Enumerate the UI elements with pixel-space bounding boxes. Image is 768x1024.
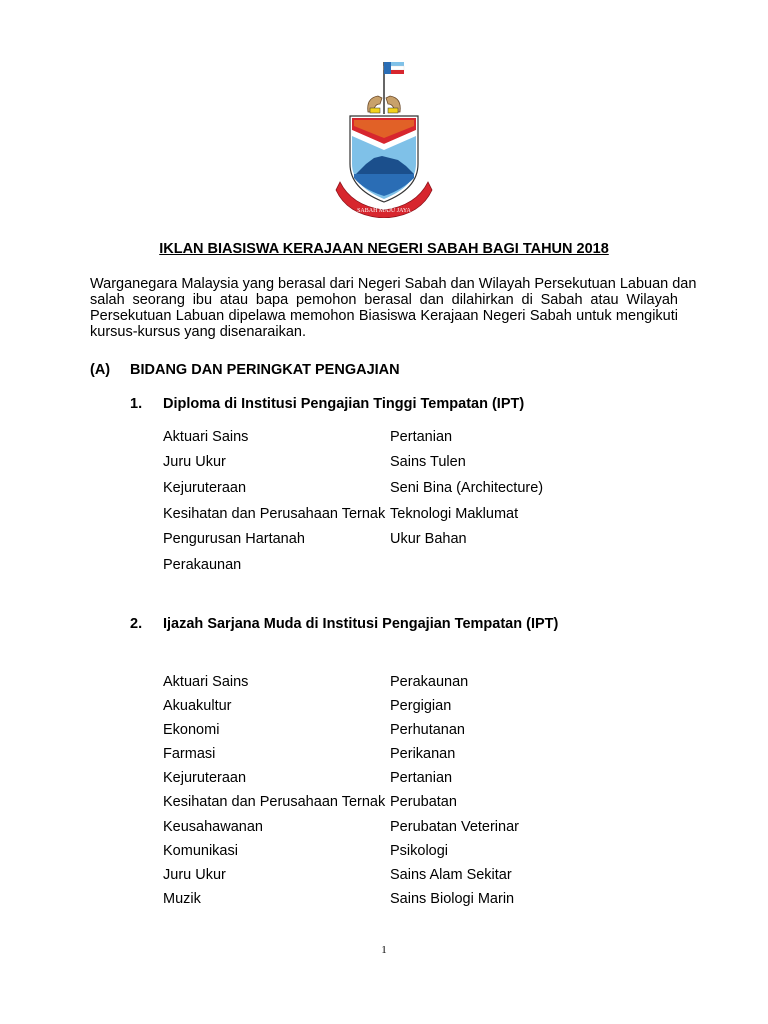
list-item: Sains Biologi Marin <box>390 891 515 907</box>
list-item: Juru Ukur <box>163 454 226 470</box>
subsection-1-title: Diploma di Institusi Pengajian Tinggi Tempatan (IPT) <box>163 396 525 412</box>
sabah-coat-of-arms <box>332 54 436 218</box>
list-item: Pergigian <box>390 698 452 714</box>
intro-paragraph <box>90 276 697 340</box>
flag-icon <box>384 62 404 74</box>
section-a-label: (A) <box>90 362 111 378</box>
list-item: Juru Ukur <box>163 867 226 883</box>
list-item: Psikologi <box>390 843 449 859</box>
list-item: Perikanan <box>390 746 456 762</box>
crest-motto: SABAH MAJU JAYA <box>357 208 411 214</box>
intro-line: salah seorang ibu atau bapa pemohon berasal dan dilahirkan di Sabah atau Wilayah <box>90 292 678 308</box>
list-item: Kesihatan dan Perusahaan Ternak <box>163 794 386 810</box>
page-number: 1 <box>381 944 387 956</box>
list-item: Pertanian <box>390 429 453 445</box>
coat-of-arms-emblem <box>332 54 436 218</box>
list-item: Teknologi Maklumat <box>390 506 519 522</box>
list-item: Komunikasi <box>163 843 238 859</box>
list-item: Keusahawanan <box>163 819 263 835</box>
list-item: Kejuruteraan <box>163 480 247 496</box>
list-item: Perubatan <box>390 794 457 810</box>
list-item: Ukur Bahan <box>390 531 467 547</box>
list-item: Farmasi <box>163 746 216 762</box>
list-item: Pengurusan Hartanah <box>163 531 305 547</box>
list-item: Perakaunan <box>163 557 242 573</box>
list-item: Akuakultur <box>163 698 232 714</box>
subsection-2-title: Ijazah Sarjana Muda di Institusi Pengajian Tempatan (IPT) <box>163 616 559 632</box>
list-item: Perhutanan <box>390 722 465 738</box>
list-item: Perubatan Veterinar <box>390 819 519 835</box>
list-item: Aktuari Sains <box>163 674 249 690</box>
subsection-1-number: 1. <box>130 396 143 412</box>
list-item: Ekonomi <box>163 722 220 738</box>
intro-line: kursus-kursus yang disenaraikan. <box>90 324 306 340</box>
intro-line: Persekutuan Labuan dipelawa memohon Biasiswa Kerajaan Negeri Sabah untuk mengikuti <box>90 308 678 324</box>
list-item: Kejuruteraan <box>163 770 247 786</box>
list-item: Muzik <box>163 891 201 907</box>
section-a-title: BIDANG DAN PERINGKAT PENGAJIAN <box>130 362 400 378</box>
list-item: Perakaunan <box>390 674 469 690</box>
document-title: IKLAN BIASISWA KERAJAAN NEGERI SABAH BAGI TAHUN 2018 <box>159 241 609 257</box>
subsection-2-number: 2. <box>130 616 143 632</box>
list-item: Kesihatan dan Perusahaan Ternak <box>163 506 386 522</box>
list-item: Pertanian <box>390 770 453 786</box>
list-item: Seni Bina (Architecture) <box>390 480 544 496</box>
intro-line: Warganegara Malaysia yang berasal dari Negeri Sabah dan Wilayah Persekutuan Labuan dan <box>90 276 697 292</box>
list-item: Sains Tulen <box>390 454 466 470</box>
list-item: Sains Alam Sekitar <box>390 867 512 883</box>
list-item: Aktuari Sains <box>163 429 249 445</box>
